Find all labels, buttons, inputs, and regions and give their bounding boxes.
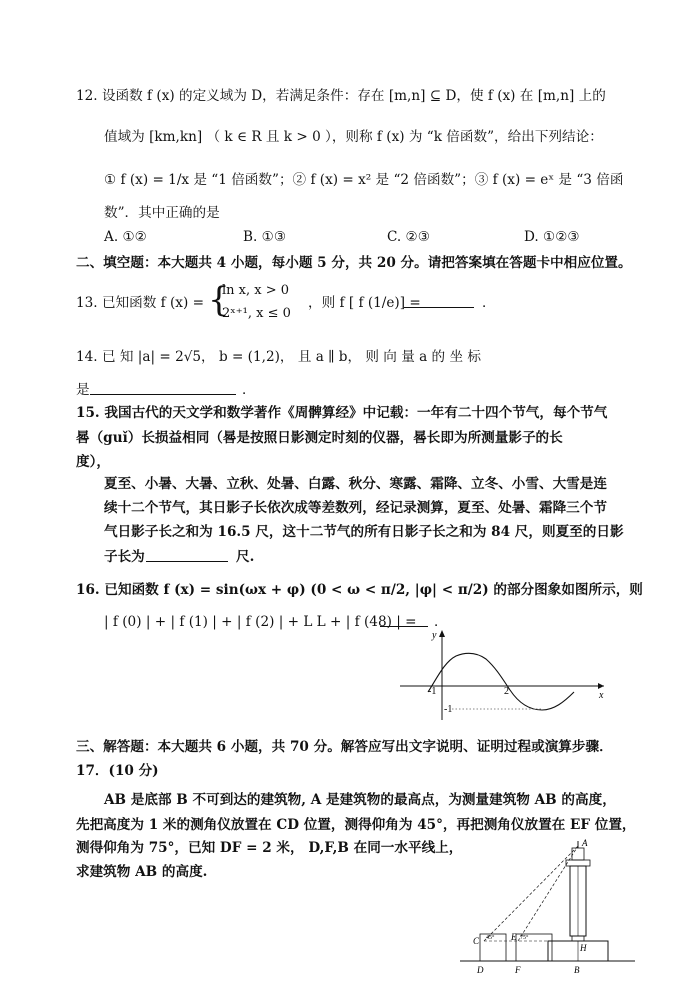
q15-line3: 度）， [76,454,110,470]
q16-sine-graph [392,626,612,722]
q12-line2: 值域为 [km,kn] （ k ∈ R 且 k > 0 ），则称 f (x) 为 “k 倍函数”，给出下列结论： [104,129,603,145]
q14-line2-prefix: 是 [76,382,90,398]
q14-answer-blank [90,380,236,401]
q13-case1: ln x, x > 0 [222,283,290,298]
q16-line2-suffix: ． [434,614,448,630]
q13-case2: 2ˣ⁺¹, x ≤ 0 [222,306,291,321]
q13-brace: { [208,280,230,320]
q16-x-label: x [599,690,604,701]
q17-line2: 先把高度为 1 米的测角仪放置在 CD 位置，测得仰角为 45°，再把测角仪放置在 EF 位置， [76,817,636,833]
q16-line2: | f (0) | + | f (1) | + | f (2) | + L L + | f (48) | = [104,614,417,630]
q17-building-figure [460,836,640,978]
q14-line1: 14. 已 知 |a| = 2√5， b = (1,2)， 且 a ∥ b， 则 向 量 a 的 坐 标 [76,349,481,365]
q17-header: 17．(10 分) [76,763,159,779]
q15-line5: 续十二个节气，其日影子长依次成等差数列，经记录测算，夏至、处暑、霜降三个节 [104,500,607,516]
q15-line2: 晷（guǐ）长损益相同（晷是按照日影测定时刻的仪器，晷长即为所测量影子的长 [76,430,563,446]
q17-line1: AB 是底部 B 不可到达的建筑物, A 是建筑物的最高点，为测量建筑物 AB 的高度， [104,792,616,808]
q17-line4: 求建筑物 AB 的高度. [76,864,208,880]
q12-option-c: C. ②③ [387,229,430,245]
q17-label-H: H [580,943,587,953]
q12-line3: ① f (x) = 1/x 是 “1 倍函数”；② f (x) = x² 是 “2 倍函数”；③ f (x) = eˣ 是 “3 倍函 [104,172,624,188]
section2-heading: 二、填空题：本大题共 4 小题，每小题 5 分，共 20 分。请把答案填在答题卡中相应位置。 [76,255,632,271]
q17-label-B: B [574,965,580,975]
q15-line1: 15. 我国古代的天文学和数学著作《周髀算经》中记载：一年有二十四个节气，每个节气 [76,405,608,421]
q17-label-A: A [582,838,588,848]
q17-label-F: F [515,965,521,975]
q17-label-75: 75° [520,935,529,941]
q16-tick-neg1: -1 [428,686,437,697]
q12-option-d: D. ①②③ [524,229,580,245]
q13-suffix: ． [482,295,496,311]
q16-sine-curve [428,653,574,710]
section3-heading: 三、解答题：本大题共 6 小题，共 70 分。解答应写出文字说明、证明过程或演算步骤． [76,739,613,755]
q17-label-E: E [511,932,517,942]
q17-label-C: C [473,936,480,946]
q13-mid: ，则 f [ f (1/e)] = [308,295,421,311]
q12-option-a: A. ①② [104,229,147,245]
q15-line7-suffix: 尺. [236,549,255,565]
q17-label-45: 45° [486,935,495,941]
q16-y-label: y [432,630,437,641]
q15-answer-blank [146,547,228,568]
q15-line6: 气日影子长之和为 16.5 尺，这十二节气的所有日影子长之和为 84 尺，则夏至的日影 [104,524,624,540]
q17-line3: 测得仰角为 75°，已知 DF = 2 米， D,F,B 在同一水平线上， [76,840,463,856]
q12-line4: 数”．其中正确的是 [104,205,220,221]
q16-line1: 16. 已知函数 f (x) = sin(ωx + φ) (0 < ω < π/2, |φ| < π/2) 的部分图象如图所示，则 [76,582,643,598]
q14-line2-suffix: ． [242,382,256,398]
q12-option-b: B. ①③ [243,229,287,245]
q13-prefix: 13. 已知函数 f (x) = [76,295,204,311]
q16-min-label: -1 [444,704,453,715]
q12-line1: 12. 设函数 f (x) 的定义域为 D，若满足条件：存在 [m,n] ⊆ D，使 f (x) 在 [m,n] 上的 [76,88,606,104]
q13-answer-blank [404,293,474,314]
q15-line4: 夏至、小暑、大暑、立秋、处暑、白露、秋分、寒露、霜降、立冬、小雪、大雪是连 [104,476,607,492]
q16-tick-2: 2 [504,686,509,697]
q17-label-D: D [477,965,484,975]
q15-line7-prefix: 子长为 [104,549,145,565]
